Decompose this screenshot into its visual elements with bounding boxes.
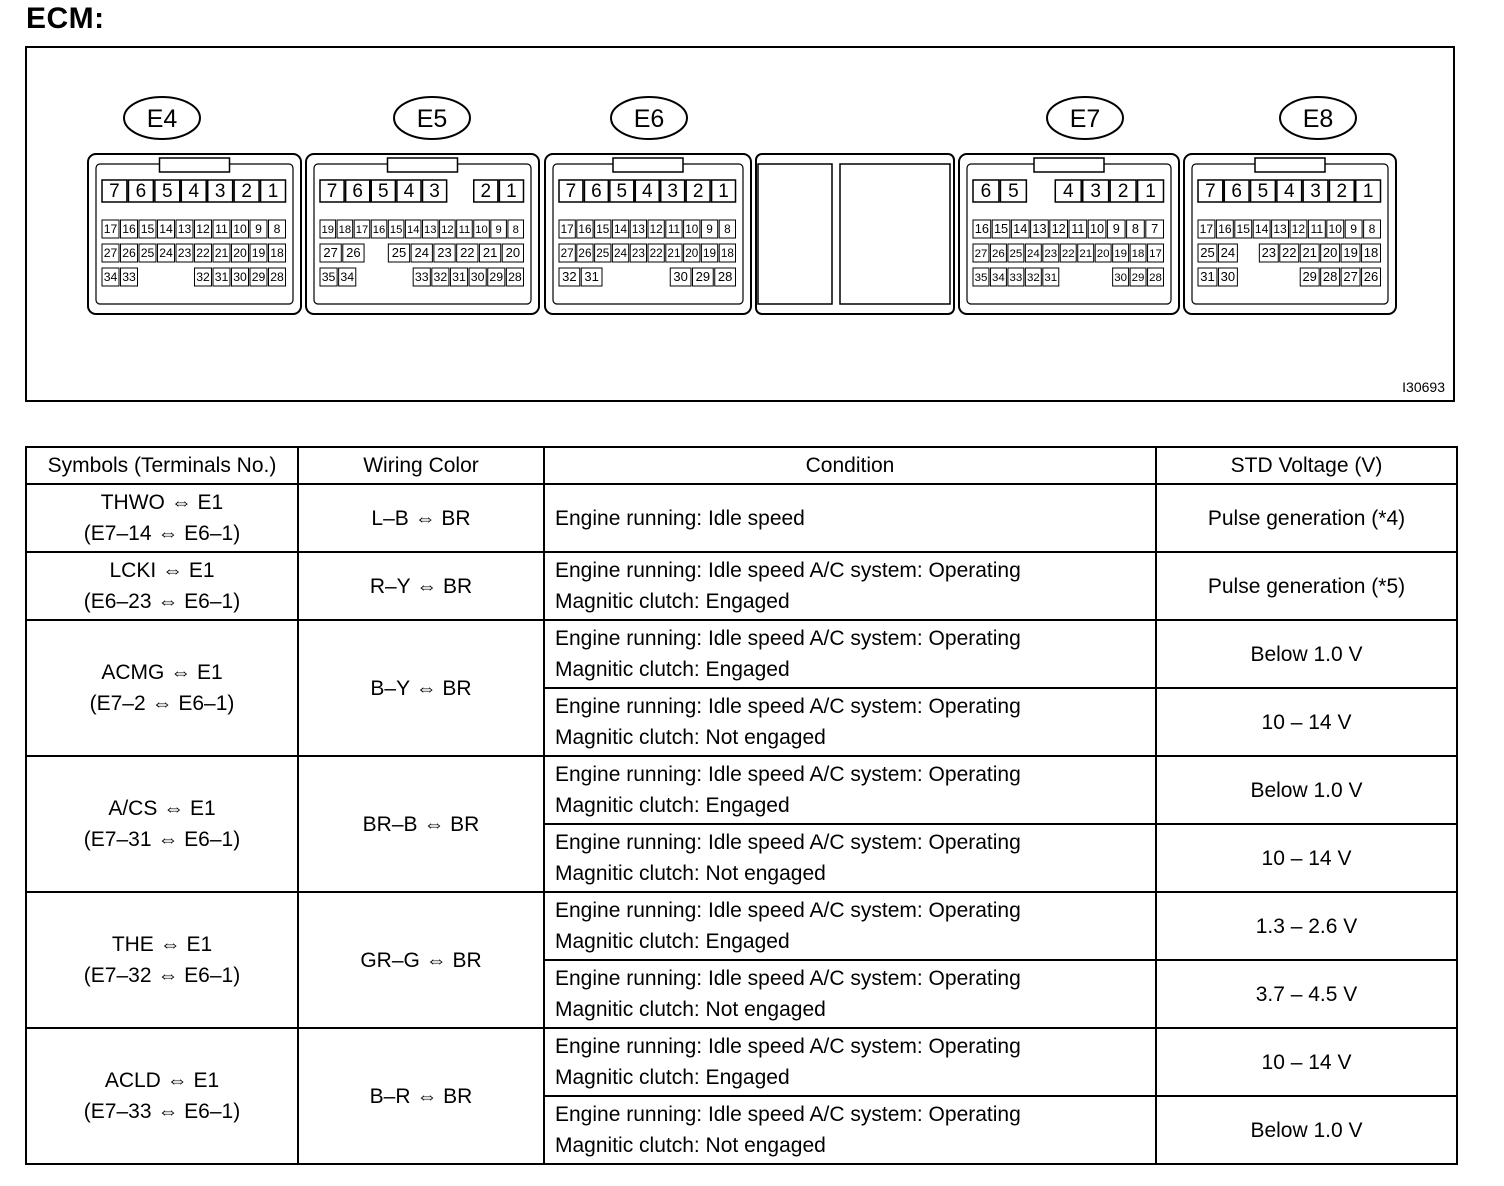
connector-label: E8 (1302, 105, 1334, 133)
connector-pin-number: 33 (122, 270, 136, 284)
symbol-text: ACLD ⇔ E1 (104, 1069, 220, 1092)
connector-pin-number: 26 (992, 248, 1005, 260)
connector-pin-number: 31 (584, 269, 599, 284)
blank-cavity (758, 164, 832, 304)
connector-pin-number: 34 (103, 270, 118, 284)
connector-pin-number: 4 (403, 181, 415, 202)
connector-pin-number: 30 (1114, 272, 1127, 284)
connector-pin-number: 15 (140, 222, 155, 236)
connector-pin-number: 27 (974, 248, 988, 260)
connector-pin-number: 25 (1009, 248, 1023, 260)
symbol-text: A/CS ⇔ E1 (108, 797, 216, 820)
connector-pin-number: 17 (103, 222, 118, 236)
condition-line-2: Magnitic clutch: Engaged (555, 590, 790, 613)
connector-pin-number: 8 (512, 224, 519, 236)
condition-cell (544, 620, 1156, 688)
connector-pin-number: 35 (974, 272, 988, 284)
condition-cell (544, 1096, 1156, 1164)
connector-pin-number: 24 (159, 246, 173, 260)
connector-pin-number: 2 (480, 181, 492, 202)
connector-pin-number: 6 (591, 181, 602, 202)
connector-pin-number: 6 (1231, 181, 1242, 202)
connector-pin-number: 30 (470, 270, 485, 284)
connector-pin-number: 1 (1145, 181, 1156, 202)
voltage-cell: Below 1.0 V (1156, 1096, 1457, 1164)
connector-pin-number: 9 (255, 222, 262, 236)
connector-pin-number: 12 (196, 222, 210, 236)
connector-pin-number: 34 (340, 270, 355, 284)
connector-pin-number: 16 (1218, 222, 1232, 236)
condition-cell (544, 892, 1156, 960)
connector-pin-number: 3 (1090, 181, 1101, 202)
page-title: ECM: (26, 2, 105, 35)
connector-pin-number: 1 (1362, 181, 1374, 202)
connector-pin-number: 19 (1343, 245, 1358, 260)
connector-pin-number: 5 (616, 181, 628, 202)
connector-pin-number: 32 (562, 269, 577, 284)
condition-line-2: Magnitic clutch: Not engaged (555, 998, 826, 1021)
connector-pin-number: 22 (649, 247, 663, 260)
connector-pin-number: 22 (1282, 245, 1297, 260)
connector-pin-number: 22 (1061, 248, 1075, 260)
connector-pin-number: 12 (1051, 221, 1066, 236)
connector-pin-number: 26 (346, 245, 361, 260)
connector-pin-number: 4 (188, 181, 200, 202)
connector-pin-number: 6 (135, 181, 147, 202)
connector-pin-number: 4 (1062, 181, 1074, 202)
connector-pin-number: 22 (460, 245, 475, 260)
connector-pin-number: 21 (214, 246, 229, 260)
voltage-cell: 3.7 – 4.5 V (1156, 960, 1457, 1028)
wiring-color-cell: L–B ⇔ BR (298, 484, 544, 552)
condition-line-2: Magnitic clutch: Engaged (555, 1066, 790, 1089)
connector-pin-number: 13 (1032, 221, 1047, 236)
condition-line-1: Engine running: Idle speed A/C system: Operating (555, 695, 1021, 718)
connector-pin-number: 31 (1200, 269, 1215, 284)
connector-pin-number: 21 (667, 247, 681, 260)
table-row (26, 1028, 1457, 1096)
terminals-text: (E6–23 ⇔ E6–1) (83, 590, 241, 613)
connector-pin-number: 29 (251, 270, 266, 284)
connector-pin-number: 6 (352, 181, 363, 202)
connector-pin-number: 1 (506, 181, 517, 202)
connector-label: E7 (1069, 105, 1101, 133)
terminal-voltage-table (25, 446, 1458, 1165)
condition-line-1: Engine running: Idle speed A/C system: Operating (555, 1103, 1021, 1126)
connector-pin-number: 32 (433, 270, 448, 284)
connector-pin-number: 8 (1131, 221, 1139, 236)
connector-pin-number: 4 (1283, 181, 1295, 202)
condition-line-2: Magnitic clutch: Not engaged (555, 1134, 826, 1157)
wiring-color-cell: GR–G ⇔ BR (298, 892, 544, 1028)
condition-line-1: Engine running: Idle speed A/C system: Operating (555, 831, 1021, 854)
connector-pin-number: 29 (695, 269, 711, 284)
connector-pin-number: 11 (1310, 222, 1324, 236)
figure-id: I30693 (1402, 379, 1445, 395)
connector-pin-number: 7 (109, 181, 120, 202)
connector-pin-number: 12 (441, 224, 454, 236)
connector-pin-number: 14 (1013, 221, 1028, 236)
header-wiring-color: Wiring Color (298, 447, 544, 484)
condition-line-2: Magnitic clutch: Not engaged (555, 862, 826, 885)
connector-pin-number: 23 (631, 247, 645, 260)
connector-pin-number: 23 (1261, 245, 1277, 260)
connector-pin-number: 4 (641, 181, 653, 202)
symbol-cell (26, 552, 298, 620)
table-row (26, 756, 1457, 824)
condition-cell (544, 960, 1156, 1028)
connector-pin-number: 14 (159, 222, 173, 236)
connector-pin-number: 32 (1026, 272, 1040, 284)
condition-line-1: Engine running: Idle speed A/C system: Operating (555, 1035, 1021, 1058)
condition-line-2: Magnitic clutch: Engaged (555, 930, 790, 953)
voltage-cell: 10 – 14 V (1156, 824, 1457, 892)
connector-pin-number: 20 (1322, 245, 1338, 260)
connector-pin-number: 31 (1044, 272, 1058, 284)
connector-pin-number: 3 (1310, 181, 1321, 202)
symbol-cell (26, 1028, 298, 1164)
connector-pin-number: 13 (1273, 222, 1287, 236)
header-condition: Condition (544, 447, 1156, 484)
connector-pin-number: 17 (560, 223, 574, 236)
connector-pin-number: 28 (717, 269, 733, 284)
connector-pin-number: 5 (378, 181, 389, 202)
connector-pin-number: 16 (974, 221, 989, 236)
connector-pin-number: 12 (649, 223, 663, 236)
voltage-cell: Below 1.0 V (1156, 756, 1457, 824)
connector-pin-number: 14 (1254, 222, 1269, 236)
connector-pin-number: 25 (596, 247, 610, 260)
connector-pin-number: 13 (177, 222, 192, 236)
condition-line-1: Engine running: Idle speed A/C system: Operating (555, 899, 1021, 922)
connector-latch (613, 158, 683, 172)
connector-pin-number: 9 (1112, 221, 1120, 236)
connector-pin-number: 10 (475, 224, 488, 236)
ecm-connector-diagram (25, 46, 1455, 402)
connector-pin-number: 9 (495, 224, 502, 236)
connector-pin-number: 24 (614, 247, 628, 260)
connector-pin-number: 25 (140, 246, 155, 260)
condition-cell (544, 824, 1156, 892)
connector-pin-number: 1 (267, 181, 279, 202)
connector-pin-number: 19 (251, 246, 266, 260)
connector-pin-number: 17 (1199, 222, 1214, 236)
connector-pin-number: 30 (673, 269, 688, 284)
symbol-text: LCKI ⇔ E1 (109, 559, 215, 582)
voltage-cell: 10 – 14 V (1156, 1028, 1457, 1096)
voltage-cell: Pulse generation (*4) (1156, 484, 1457, 552)
connector-latch (1255, 158, 1325, 172)
connector-label: E4 (146, 105, 178, 133)
connector-pin-number: 29 (1131, 272, 1145, 284)
table-row (26, 620, 1457, 688)
connector-pin-number: 10 (233, 222, 247, 236)
wiring-color-cell: BR–B ⇔ BR (298, 756, 544, 892)
connector-pin-number: 17 (355, 224, 369, 236)
connector-pin-number: 8 (1368, 222, 1376, 236)
connector-pin-number: 21 (1302, 245, 1317, 260)
wiring-color-cell: B–R ⇔ BR (298, 1028, 544, 1164)
connector-pin-number: 8 (724, 223, 731, 236)
connector-pin-number: 18 (720, 247, 734, 260)
connector-pin-number: 25 (391, 245, 407, 260)
terminals-text: (E7–14 ⇔ E6–1) (83, 522, 241, 545)
symbol-cell (26, 484, 298, 552)
symbol-text: THE ⇔ E1 (111, 933, 213, 956)
connector-pin-number: 18 (1131, 248, 1145, 260)
connector-label: E5 (416, 105, 448, 133)
connector-pin-number: 2 (1336, 181, 1348, 202)
connector-pin-number: 7 (1205, 181, 1216, 202)
connector-pin-number: 5 (1008, 181, 1019, 202)
connector-latch (160, 158, 230, 172)
connector-pin-number: 19 (703, 247, 717, 260)
condition-line-2: Magnitic clutch: Not engaged (555, 726, 826, 749)
connector-pin-number: 6 (980, 181, 992, 202)
connector-pin-number: 9 (1350, 222, 1358, 236)
header-std-voltage: STD Voltage (V) (1156, 447, 1457, 484)
connector-pin-number: 26 (578, 247, 592, 260)
connector-pin-number: 5 (162, 181, 173, 202)
connector-pin-number: 24 (1220, 245, 1236, 260)
connector-pin-number: 2 (692, 181, 704, 202)
connector-pin-number: 20 (1096, 248, 1110, 260)
connector-pin-number: 7 (1151, 221, 1159, 236)
connector-pin-number: 34 (992, 272, 1005, 284)
voltage-cell: 1.3 – 2.6 V (1156, 892, 1457, 960)
connector-pin-number: 14 (614, 223, 628, 236)
connector-pin-number: 15 (1236, 222, 1251, 236)
connector-pin-number: 23 (1044, 248, 1058, 260)
connector-pin-number: 28 (1322, 269, 1338, 284)
connector-pin-number: 24 (414, 245, 429, 260)
condition-cell: Engine running: Idle speed (544, 484, 1156, 552)
connector-pin-number: 25 (1200, 245, 1215, 260)
connector-pin-number: 15 (389, 224, 403, 236)
condition-cell (544, 1028, 1156, 1096)
connector-pin-number: 27 (103, 246, 118, 260)
table-row (26, 552, 1457, 620)
connector-pin-number: 10 (685, 223, 699, 236)
connector-pin-number: 15 (596, 223, 610, 236)
connector-latch (388, 158, 458, 172)
connector-pin-number: 32 (196, 270, 210, 284)
connector-pin-number: 17 (1149, 248, 1162, 260)
voltage-cell: 10 – 14 V (1156, 688, 1457, 756)
connector-pin-number: 31 (452, 270, 466, 284)
connector-pin-number: 28 (1149, 272, 1162, 284)
symbol-text: ACMG ⇔ E1 (101, 661, 223, 684)
connector-pin-number: 35 (321, 270, 336, 284)
connector-pin-number: 7 (326, 181, 338, 202)
connector-pin-number: 8 (273, 222, 281, 236)
connector-pin-number: 11 (667, 223, 681, 236)
connector-pin-number: 33 (414, 270, 429, 284)
condition-cell (544, 688, 1156, 756)
connector-pin-number: 11 (1071, 221, 1085, 236)
voltage-cell: Pulse generation (*5) (1156, 552, 1457, 620)
connector-pin-number: 1 (718, 181, 729, 202)
symbol-text: THWO ⇔ E1 (100, 491, 224, 514)
connector-pin-number: 28 (270, 270, 284, 284)
connector-pin-number: 10 (1328, 222, 1343, 236)
connector-pin-number: 3 (429, 181, 440, 202)
connector-pin-number: 21 (1079, 248, 1093, 260)
connector-pin-number: 24 (1026, 248, 1040, 260)
condition-line-1: Engine running: Idle speed A/C system: Operating (555, 967, 1021, 990)
connector-pin-number: 30 (233, 270, 247, 284)
connector-pin-number: 28 (508, 270, 522, 284)
connector-pin-number: 11 (458, 224, 471, 236)
connector-pin-number: 14 (406, 224, 420, 236)
connector-pin-number: 26 (122, 246, 136, 260)
connector-pin-number: 15 (993, 221, 1009, 236)
connector-pin-number: 26 (1363, 269, 1379, 284)
connector-pin-number: 16 (122, 222, 136, 236)
wiring-color-cell: R–Y ⇔ BR (298, 552, 544, 620)
connector-pin-number: 29 (489, 270, 504, 284)
condition-line-1: Engine running: Idle speed A/C system: Operating (555, 627, 1021, 650)
connector-pin-number: 27 (1343, 269, 1358, 284)
connector-pin-number: 27 (323, 245, 338, 260)
connector-pin-number: 18 (1363, 245, 1379, 260)
connector-pin-number: 33 (1009, 272, 1023, 284)
connector-pin-number: 20 (685, 247, 699, 260)
connector-latch (1034, 158, 1104, 172)
table-header-row (26, 447, 1457, 484)
symbol-cell (26, 620, 298, 756)
connector-pin-number: 13 (424, 224, 437, 236)
table-row (26, 484, 1457, 552)
connector-pin-number: 31 (214, 270, 229, 284)
connector-pin-number: 30 (1220, 269, 1236, 284)
terminals-text: (E7–32 ⇔ E6–1) (83, 964, 241, 987)
connector-pin-number: 21 (482, 245, 498, 260)
connector-pin-number: 3 (214, 181, 226, 202)
condition-cell (544, 552, 1156, 620)
table-row (26, 892, 1457, 960)
connector-pin-number: 2 (1117, 181, 1129, 202)
connector-pin-number: 7 (565, 181, 577, 202)
connector-pin-number: 19 (321, 224, 335, 236)
connector-pin-number: 12 (1291, 222, 1306, 236)
connector-pin-number: 16 (578, 223, 592, 236)
condition-line-1: Engine running: Idle speed A/C system: Operating (555, 559, 1021, 582)
connector-pin-number: 11 (215, 222, 228, 236)
terminals-text: (E7–2 ⇔ E6–1) (89, 692, 235, 715)
header-symbols: Symbols (Terminals No.) (26, 447, 298, 484)
connector-pin-number: 9 (706, 223, 713, 236)
connector-pin-number: 22 (196, 246, 210, 260)
connector-label: E6 (633, 105, 665, 133)
wiring-color-cell: B–Y ⇔ BR (298, 620, 544, 756)
connector-pin-number: 29 (1302, 269, 1317, 284)
connector-pin-number: 20 (233, 246, 247, 260)
connector-pin-number: 10 (1089, 221, 1105, 236)
connector-pin-number: 16 (372, 224, 386, 236)
voltage-cell: Below 1.0 V (1156, 620, 1457, 688)
connector-pin-number: 27 (560, 247, 574, 260)
connector-pin-number: 5 (1257, 181, 1269, 202)
condition-line-2: Magnitic clutch: Engaged (555, 794, 790, 817)
connector-diagram-svg (27, 48, 1453, 400)
symbol-cell (26, 892, 298, 1028)
condition-line-1: Engine running: Idle speed A/C system: Operating (555, 763, 1021, 786)
symbol-cell (26, 756, 298, 892)
connector-pin-number: 13 (631, 223, 645, 236)
blank-cavity (840, 164, 950, 304)
connector-pin-number: 18 (338, 224, 352, 236)
connector-pin-number: 23 (177, 246, 192, 260)
terminals-text: (E7–31 ⇔ E6–1) (83, 828, 241, 851)
condition-line-2: Magnitic clutch: Engaged (555, 658, 790, 681)
connector-pin-number: 20 (505, 245, 521, 260)
connector-pin-number: 23 (437, 245, 452, 260)
connector-pin-number: 19 (1114, 248, 1127, 260)
terminals-text: (E7–33 ⇔ E6–1) (83, 1100, 241, 1123)
connector-pin-number: 3 (667, 181, 678, 202)
connector-pin-number: 18 (270, 246, 284, 260)
connector-pin-number: 2 (241, 181, 252, 202)
condition-cell (544, 756, 1156, 824)
